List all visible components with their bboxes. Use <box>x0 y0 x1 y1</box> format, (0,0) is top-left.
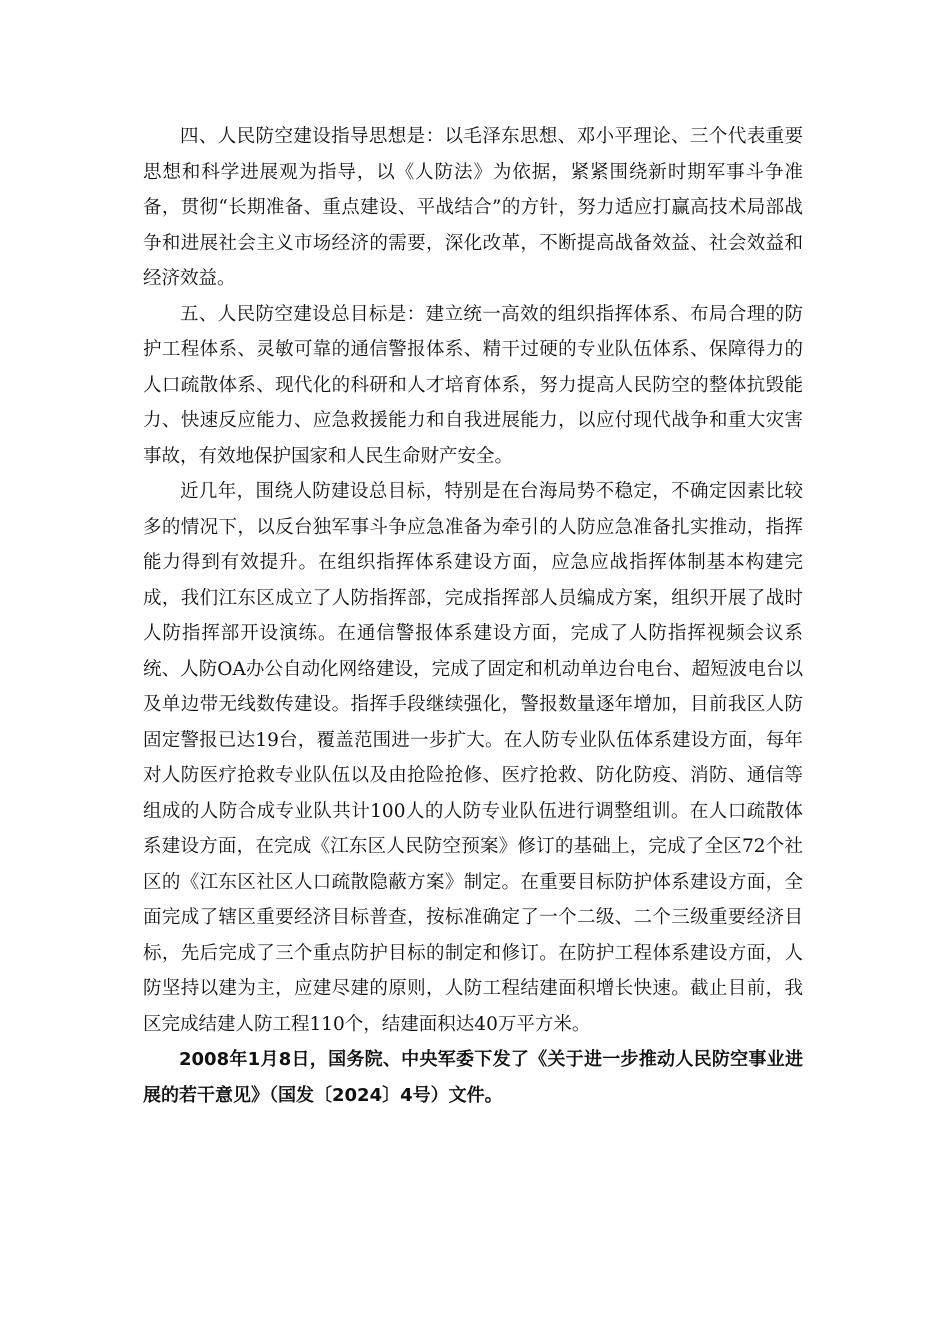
paragraph-state-council-notice: 2008年1月8日，国务院、中央军委下发了《关于进一步推动人民防空事业进展的若干意见》（国发〔2024〕4号）文件。 <box>143 1049 803 1106</box>
document-body <box>143 119 803 1114</box>
paragraph-guiding-ideology: 四、人民防空建设指导思想是：以毛泽东思想、邓小平理论、三个代表重要思想和科学进展观为指导，以《人防法》为依据，紧紧围绕新时期军事斗争准备，贯彻“长期准备、重点建设、平战结合”的方针，努力适应打赢高技术局部战争和进展社会主义市场经济的需要，深化改革，不断提高战备效益、社会效益和经济效益。 <box>143 126 803 289</box>
paragraph-overall-goal: 五、人民防空建设总目标是：建立统一高效的组织指挥体系、布局合理的防护工程体系、灵敏可靠的通信警报体系、精干过硬的专业队伍体系、保障得力的人口疏散体系、现代化的科研和人才培育体系，努力提高人民防空的整体抗毁能力、快速反应能力、应急救援能力和自我进展能力，以应付现代战争和重大灾害事故，有效地保护国家和人民生命财产安全。 <box>143 303 803 467</box>
paragraph-recent-progress: 近几年，围绕人防建设总目标，特别是在台海局势不稳定，不确定因素比较多的情况下，以反台独军事斗争应急准备为牵引的人防应急准备扎实推动，指挥能力得到有效提升。在组织指挥体系建设方面，应急应战指挥体制基本构建完成，我们江东区成立了人防指挥部，完成指挥部人员编成方案，组织开展了战时人防指挥部开设演练。在通信警报体系建设方面，完成了人防指挥视频会议系统、人防OA办公自动化网络建设，完成了固定和机动单边台电台、超短波电台以及单边带无线数传建设。指挥手段继续强化，警报数量逐年增加，目前我区人防固定警报已达19台，覆盖范围进一步扩大。在人防专业队伍体系建设方面，每年对人防医疗抢救专业队伍以及由抢险抢修、医疗抢救、防化防疫、消防、通信等组成的人防合成专业队共计100人的人防专业队伍进行调整组训。在人口疏散体系建设方面，在完成《江东区人民防空预案》修订的基础上，完成了全区72个社区的《江东区社区人口疏散隐蔽方案》制定。在重要目标防护体系建设方面，全面完成了辖区重要经济目标普查，按标准确定了一个二级、二个三级重要经济目标，先后完成了三个重点防护目标的制定和修订。在防护工程体系建设方面，人防坚持以建为主，应建尽建的原则，人防工程结建面积增长快速。截止目前，我区完成结建人防工程110个，结建面积达40万平方米。 <box>143 481 803 1035</box>
